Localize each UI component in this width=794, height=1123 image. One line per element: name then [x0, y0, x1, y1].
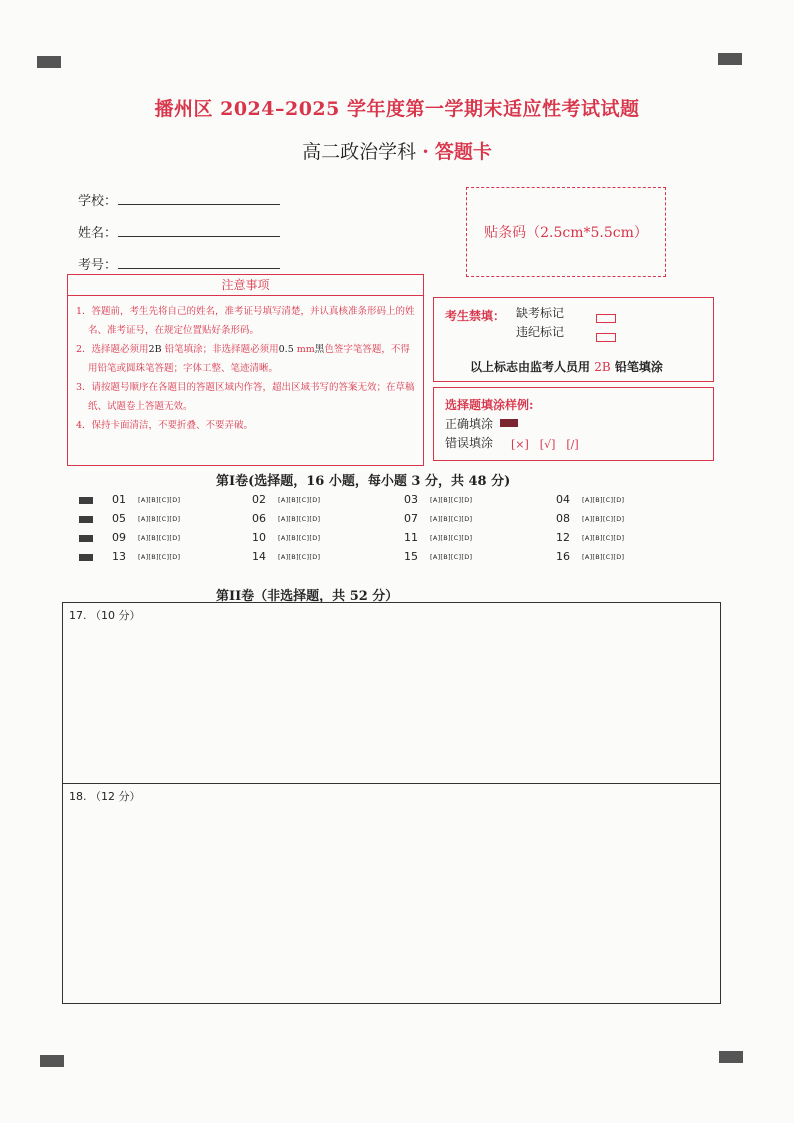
absent-mark-box[interactable]: [596, 308, 616, 327]
answer-area-18[interactable]: [62, 783, 721, 1004]
choice-question[interactable]: [252, 512, 320, 525]
answer-options[interactable]: [A][B][C][D]: [430, 496, 473, 504]
question-number: 11: [404, 531, 418, 544]
answer-options[interactable]: [A][B][C][D]: [430, 515, 473, 523]
fill-sample-box: [433, 387, 714, 461]
status-label: 考生禁填：: [445, 309, 506, 323]
violation-mark-box[interactable]: [596, 327, 616, 346]
alignment-marker-bottom-left: [40, 1055, 64, 1067]
choice-question[interactable]: [252, 531, 320, 544]
notice-title: 注意事项: [67, 274, 424, 296]
answer-options[interactable]: [A][B][C][D]: [278, 515, 321, 523]
choice-question[interactable]: [404, 493, 472, 506]
notice-item-1: 1．答题前，考生先将自己的姓名，准考证号填写清楚，并认真核准条形码上的姓名、准考证号，在规定位置贴好条形码。: [76, 306, 415, 336]
school-label: 学校：: [78, 194, 118, 209]
barcode-area: [466, 187, 666, 277]
row-timing-marker: [79, 554, 93, 561]
name-label: 姓名：: [78, 226, 118, 241]
alignment-marker-top-left: [37, 56, 61, 68]
violation-label: 违纪标记: [516, 325, 565, 339]
question-number: 14: [252, 550, 266, 563]
subject-label: 高二政治学科: [302, 141, 417, 163]
exam-number-field[interactable]: [118, 268, 280, 269]
answer-options[interactable]: [A][B][C][D]: [138, 515, 181, 523]
proctor-mark-box: [433, 297, 714, 382]
choice-question[interactable]: [112, 493, 180, 506]
answer-options[interactable]: [A][B][C][D]: [278, 553, 321, 561]
question-number: 07: [404, 512, 418, 525]
question-number: 10: [252, 531, 266, 544]
choice-question[interactable]: [404, 531, 472, 544]
question-18-label: 18. （12 分）: [69, 790, 141, 803]
choice-question[interactable]: [112, 512, 180, 525]
choice-question[interactable]: [404, 550, 472, 563]
name-field[interactable]: [118, 236, 280, 237]
choice-question[interactable]: [556, 493, 624, 506]
wrong-fill-label: 错误填涂: [445, 436, 494, 450]
row-timing-marker: [79, 535, 93, 542]
notice-item-2: 2．选择题必须用2B 铅笔填涂；非选择题必须用0.5 mm黑色签字笔答题，不得用铅笔或圆珠笔答题；字体工整、笔迹清晰。: [76, 344, 410, 374]
notice-item-4: 4．保持卡面清洁，不要折叠、不要弄破。: [76, 420, 254, 431]
sample-title: 选择题填涂样例:: [445, 398, 534, 412]
answer-options[interactable]: [A][B][C][D]: [138, 553, 181, 561]
question-number: 06: [252, 512, 266, 525]
question-number: 15: [404, 550, 418, 563]
absent-label: 缺考标记: [516, 306, 565, 320]
question-number: 04: [556, 493, 570, 506]
question-number: 13: [112, 550, 126, 563]
wrong-fill-samples: [×] [√] [/]: [511, 438, 579, 451]
notice-box: [67, 296, 424, 466]
question-row: [0, 531, 794, 549]
question-row: [0, 493, 794, 511]
school-field[interactable]: [118, 204, 280, 205]
row-timing-marker: [79, 516, 93, 523]
answer-options[interactable]: [A][B][C][D]: [430, 553, 473, 561]
choice-question[interactable]: [252, 550, 320, 563]
question-number: 01: [112, 493, 126, 506]
section-2-title: 第II卷（非选择题，共 52 分）: [216, 589, 399, 604]
question-17-label: 17. （10 分）: [69, 609, 141, 622]
choice-question[interactable]: [556, 550, 624, 563]
answer-options[interactable]: [A][B][C][D]: [582, 515, 625, 523]
row-timing-marker: [79, 497, 93, 504]
section-1-title: 第Ⅰ卷(选择题，16 小题，每小题 3 分，共 48 分): [216, 474, 511, 489]
exam-number-label: 考号：: [78, 258, 118, 273]
exam-title: 播州区 2024–2025 学年度第一学期末适应性考试试题: [154, 98, 640, 120]
barcode-label: 贴条码（2.5cm*5.5cm）: [484, 225, 648, 241]
question-number: 12: [556, 531, 570, 544]
choice-question[interactable]: [556, 531, 624, 544]
alignment-marker-bottom-right: [719, 1051, 743, 1063]
question-number: 16: [556, 550, 570, 563]
choice-question[interactable]: [112, 550, 180, 563]
status-footer: 以上标志由监考人员用 2B 铅笔填涂: [470, 360, 663, 374]
alignment-marker-top-right: [718, 53, 742, 65]
question-row: [0, 512, 794, 530]
answer-options[interactable]: [A][B][C][D]: [138, 496, 181, 504]
answer-options[interactable]: [A][B][C][D]: [278, 496, 321, 504]
correct-fill-label: 正确填涂: [445, 417, 494, 431]
question-number: 05: [112, 512, 126, 525]
question-row: [0, 550, 794, 568]
correct-fill-sample: [500, 419, 518, 427]
subtitle-dot: ·: [422, 141, 429, 163]
exam-subtitle: [0, 137, 794, 164]
answer-options[interactable]: [A][B][C][D]: [582, 553, 625, 561]
notice-item-3: 3．请按题号顺序在各题目的答题区域内作答，超出区域书写的答案无效；在草稿纸、试题卷上答题无效。: [76, 382, 415, 412]
answer-card-label: 答题卡: [434, 141, 492, 163]
answer-area-17[interactable]: [62, 602, 721, 784]
choice-question[interactable]: [112, 531, 180, 544]
question-number: 08: [556, 512, 570, 525]
answer-options[interactable]: [A][B][C][D]: [582, 496, 625, 504]
question-number: 09: [112, 531, 126, 544]
answer-options[interactable]: [A][B][C][D]: [278, 534, 321, 542]
question-number: 02: [252, 493, 266, 506]
choice-question[interactable]: [252, 493, 320, 506]
choice-question[interactable]: [404, 512, 472, 525]
choice-question[interactable]: [556, 512, 624, 525]
answer-options[interactable]: [A][B][C][D]: [430, 534, 473, 542]
answer-options[interactable]: [A][B][C][D]: [138, 534, 181, 542]
answer-options[interactable]: [A][B][C][D]: [582, 534, 625, 542]
question-number: 03: [404, 493, 418, 506]
